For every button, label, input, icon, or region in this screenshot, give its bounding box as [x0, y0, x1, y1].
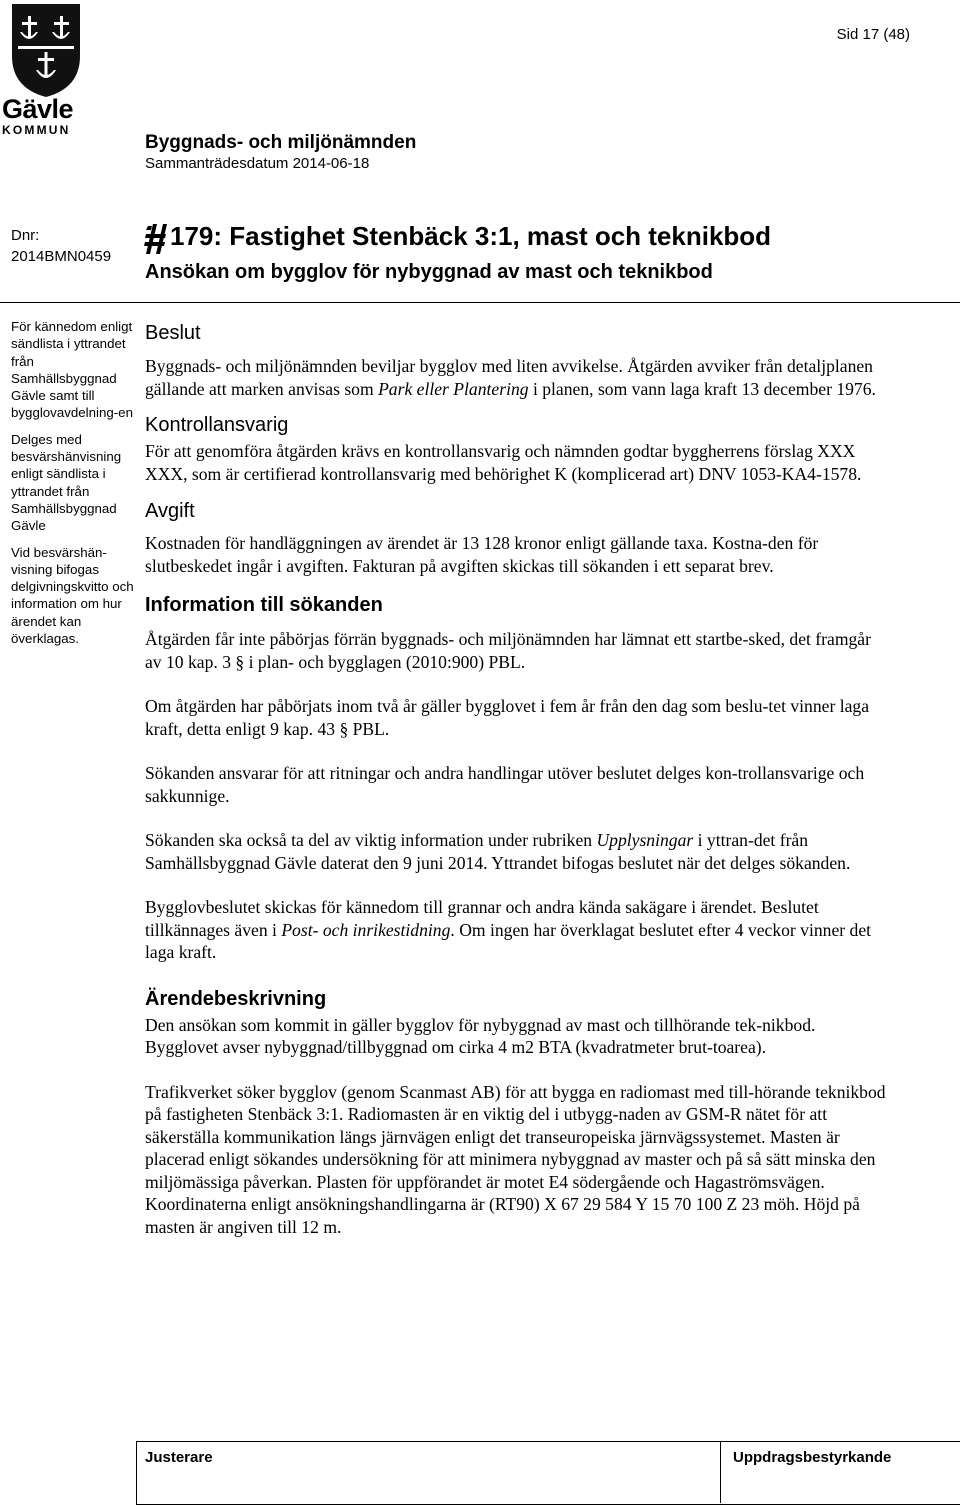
sidenote-kannedom: För kännedom enligt sändlista i yttrandet från Samhällsbyggnad Gävle samt till bygglovavdelning-en — [11, 319, 133, 421]
gavle-coat-of-arms-icon — [8, 2, 84, 98]
beslut-text-a: Byggnads- och miljönämnden beviljar bygglov med liten avvikelse. Åtgärden avviker från detaljplanen gällande att marken anvisas som — [145, 356, 873, 399]
logo-name: Gävle — [2, 94, 74, 124]
side-notes — [11, 318, 136, 656]
beslut-paragraph — [145, 355, 890, 400]
section-mark-icon — [142, 222, 170, 256]
sidenote-delges: Delges med besvärshänvisning enligt sändlista i yttrandet från Samhällsbyggnad Gävle — [11, 431, 122, 534]
info-paragraph-3: Sökanden ansvarar för att ritningar och andra handlingar utöver beslutet delges kon-trollansvarige och sakkunnige. — [145, 763, 865, 806]
heading-information: Information till sökanden — [145, 594, 383, 616]
info-paragraph-2: Om åtgärden har påbörjats inom två år gäller bygglovet i fem år från den dag som beslu-tet vinner laga kraft, detta enligt 9 kap. 43 § PBL. — [145, 696, 870, 739]
heading-arendebeskrivning: Ärendebeskrivning — [145, 987, 327, 1010]
session-date: Sammanträdesdatum 2014-06-18 — [145, 155, 370, 172]
uppdragsbestyrkande-label: Uppdragsbestyrkande — [733, 1449, 892, 1466]
arende-paragraph-2: Trafikverket söker bygglov (genom Scanmast AB) för att bygga en radiomast med till-hörande teknikbod på fastigheten Stenbäck 3:1. Radiomasten är en viktig del i utbygg-naden av GSM-R nätet för att säkerställa kommunikation längs järnvägen enligt det transeuropeiska järnvägssystemet. Masten är placerad enligt sökandes undersökning för att minimera nybyggnad av master och på så sätt minska den miljömässiga påverkan. Plasten för uppförandet är motet E4 södergående och Hagaströmsvägen. Koordinaterna enligt ansökningshandlingarna är (RT90) X 67 29 584 Y 15 70 100 Z 23 möh. Höjd på masten är angiven till 12 m. — [145, 1081, 886, 1237]
heading-beslut: Beslut — [145, 322, 201, 344]
beslut-text-b: i planen, som vann laga kraft 13 december 1976. — [528, 378, 876, 399]
dnr-value: 2014BMN0459 — [11, 248, 112, 265]
heading-avgift: Avgift — [145, 500, 195, 522]
heading-kontrollansvarig: Kontrollansvarig — [145, 414, 289, 436]
info-p5-text-b: . Om ingen har överklagat beslutet efter 4 veckor vinner det laga kraft. — [145, 919, 872, 962]
dnr-label: Dnr: — [11, 227, 40, 244]
sidenote-besvar: Vid besvärshän-visning bifogas delgivningskvitto och information om hur ärendet kan överklagas. — [11, 544, 134, 647]
info-p4-text-a: Sökanden ska också ta del av viktig information under rubriken — [145, 830, 597, 850]
committee-name: Byggnads- och miljönämnden — [145, 132, 417, 153]
avgift-paragraph: Kostnaden för handläggningen av ärendet är 13 128 kronor enligt gällande taxa. Kostna-den för slutbeskedet ingår i avgiften. Fakturan på avgiften skickas till sökanden i ett separat brev. — [145, 533, 819, 576]
beslut-text-italic: Park eller Plantering — [378, 378, 529, 399]
info-p4-italic: Upplysningar — [596, 830, 694, 850]
gavle-kommun-logo — [2, 2, 84, 137]
info-paragraph-1: Åtgärden får inte påbörjas förrän byggnads- och miljönämnden har lämnat ett startbe-sked, det framgår av 10 kap. 3 § i plan- och bygglagen (2010:900) PBL. — [145, 629, 871, 672]
footer-divider — [720, 1441, 721, 1503]
page-number: Sid 17 (48) — [836, 26, 910, 43]
justerare-label: Justerare — [145, 1449, 213, 1466]
info-paragraph-4 — [145, 829, 890, 874]
main-content — [145, 318, 890, 1238]
logo-sub: KOMMUN — [2, 123, 71, 137]
arende-paragraph-1: Den ansökan som kommit in gäller bygglov för nybyggnad av mast och tillhörande tek-nikbod. Bygglovet avser nybyggnad/tillbyggnad om cirka 4 m2 BTA (kvadratmeter brut-toarea). — [145, 1014, 816, 1057]
kontroll-paragraph: För att genomföra åtgärden krävs en kontrollansvarig och nämnden godtar byggherrens förslag XXX XXX, som är certifierad kontrollansvarig med behörighet K (komplicerad art) DNV 1053-KA4-1578. — [145, 441, 862, 484]
info-paragraph-5 — [145, 896, 890, 964]
page-subtitle: Ansökan om bygglov för nybyggnad av mast och teknikbod — [145, 261, 713, 283]
info-p5-italic: Post- och inrikestidning — [281, 919, 451, 940]
header-divider — [0, 302, 960, 303]
info-p5-text-a: Bygglovbeslutet skickas för kännedom till grannar och andra kända sakägare i ärendet. Beslutet tillkännages även i — [145, 897, 819, 940]
page-title: 179: Fastighet Stenbäck 3:1, mast och teknikbod — [170, 221, 772, 251]
info-p4-text-b: i yttran-det från Samhällsbyggnad Gävle daterat den 9 juni 2014. Yttrandet bifogas beslutet när det delges sökanden. — [145, 830, 851, 873]
dnr-block — [11, 227, 111, 266]
